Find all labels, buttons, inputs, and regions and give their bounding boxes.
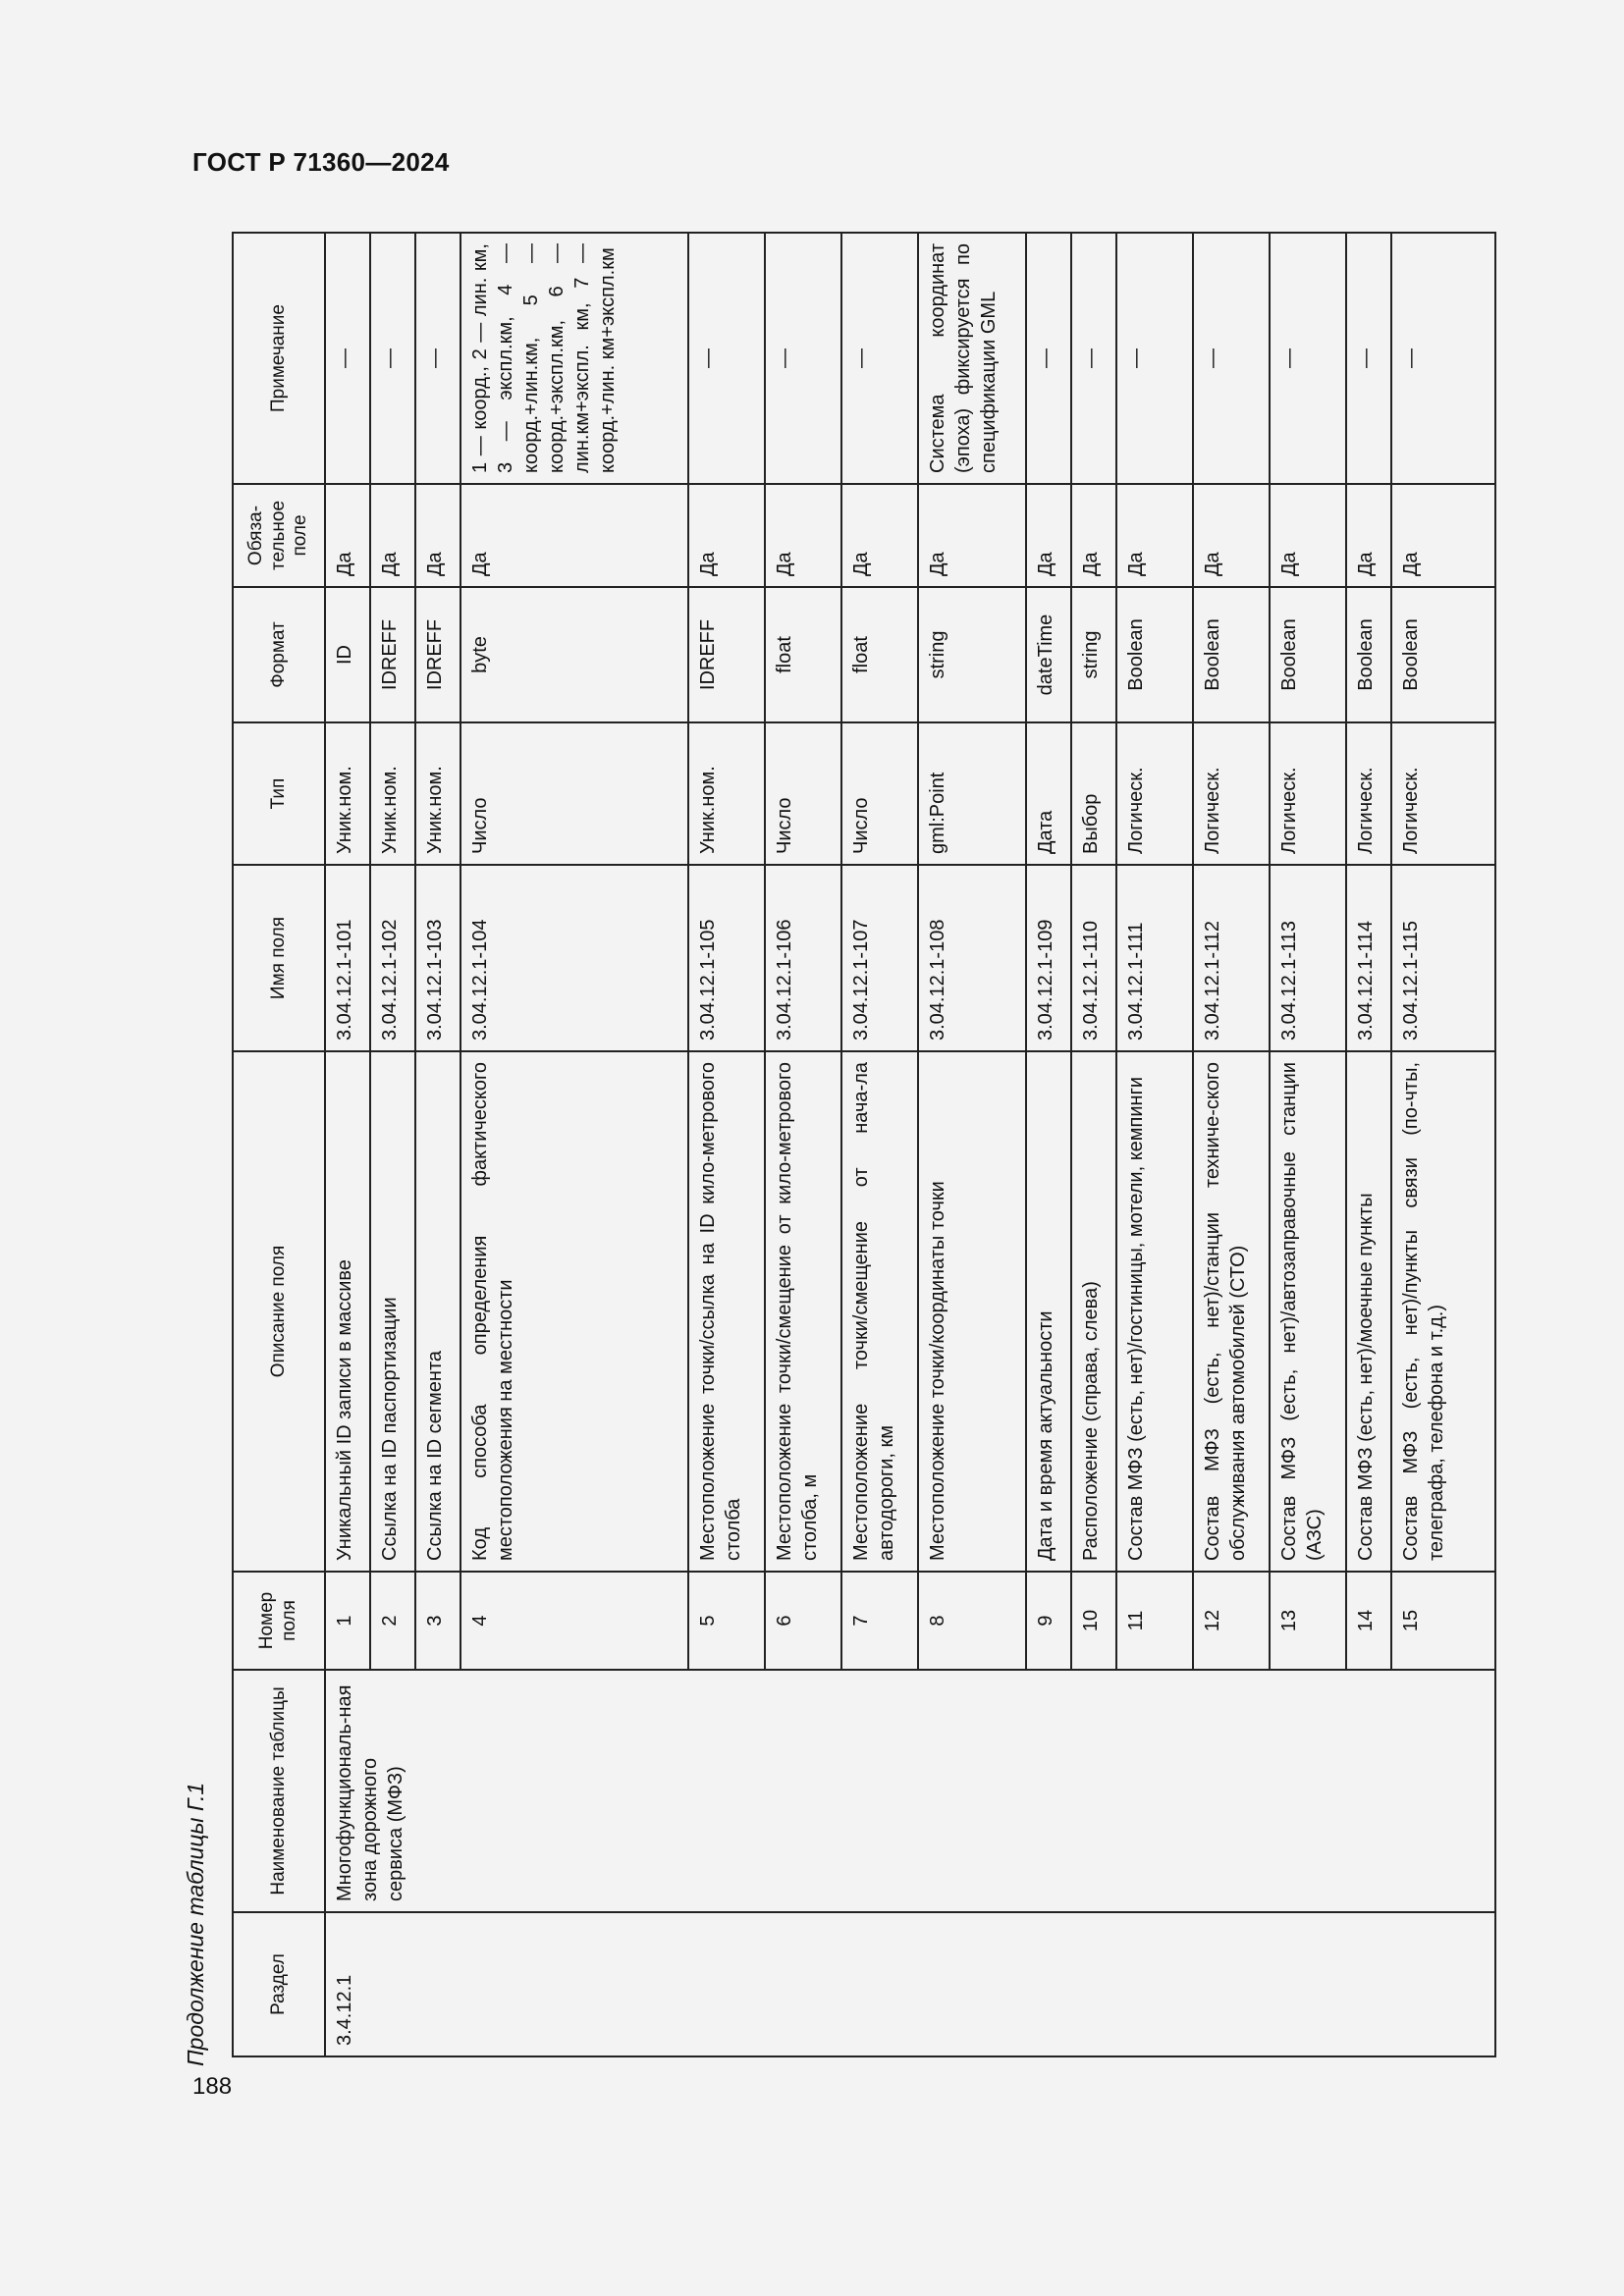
field-format: Boolean	[1270, 587, 1346, 722]
header-section: Раздел	[233, 1912, 325, 2056]
field-type: Число	[841, 722, 918, 865]
header-field-name: Имя поля	[233, 865, 325, 1051]
field-number: 6	[765, 1572, 841, 1670]
field-format: string	[1071, 587, 1116, 722]
field-format: Boolean	[1193, 587, 1270, 722]
field-required: Да	[688, 484, 765, 587]
field-type: Уник.ном.	[688, 722, 765, 865]
field-name: 3.04.12.1-114	[1346, 865, 1391, 1051]
header-table-name: Наименование таблицы	[233, 1670, 325, 1912]
field-number: 1	[325, 1572, 370, 1670]
field-name: 3.04.12.1-111	[1116, 865, 1193, 1051]
field-required: Да	[325, 484, 370, 587]
field-description: Состав МФЗ (есть, нет)/станции техниче-ского обслуживания автомобилей (СТО)	[1193, 1051, 1270, 1572]
field-type: Логическ.	[1270, 722, 1346, 865]
header-required: Обяза-тельное поле	[233, 484, 325, 587]
header-format: Формат	[233, 587, 325, 722]
field-required: Да	[918, 484, 1026, 587]
field-description: Местоположение точки/смещение от нача-ла автодороги, км	[841, 1051, 918, 1572]
document-code: ГОСТ Р 71360—2024	[192, 147, 450, 177]
table-row	[325, 233, 370, 2056]
field-name: 3.04.12.1-110	[1071, 865, 1116, 1051]
field-required: Да	[841, 484, 918, 587]
field-note: —	[1193, 233, 1270, 484]
field-required: Да	[765, 484, 841, 587]
field-name: 3.04.12.1-112	[1193, 865, 1270, 1051]
field-description: Ссылка на ID паспортизации	[370, 1051, 415, 1572]
field-description: Расположение (справа, слева)	[1071, 1051, 1116, 1572]
field-type: Число	[765, 722, 841, 865]
field-name: 3.04.12.1-109	[1026, 865, 1071, 1051]
field-number: 3	[415, 1572, 460, 1670]
field-number: 10	[1071, 1572, 1116, 1670]
field-type: Уник.ном.	[325, 722, 370, 865]
field-number: 14	[1346, 1572, 1391, 1670]
field-required: Да	[415, 484, 460, 587]
field-number: 8	[918, 1572, 1026, 1670]
field-format: float	[765, 587, 841, 722]
field-type: gml:Point	[918, 722, 1026, 865]
field-format: IDREFF	[415, 587, 460, 722]
field-name: 3.04.12.1-113	[1270, 865, 1346, 1051]
section-cell: 3.4.12.1	[325, 1912, 1495, 2056]
field-number: 4	[460, 1572, 688, 1670]
field-note: Система координат (эпоха) фиксируется по спецификации GML	[918, 233, 1026, 484]
field-note: —	[1391, 233, 1495, 484]
field-required: Да	[1346, 484, 1391, 587]
field-note: —	[841, 233, 918, 484]
field-number: 7	[841, 1572, 918, 1670]
header-field-number: Номер поля	[233, 1572, 325, 1670]
field-description: Состав МФЗ (есть, нет)/автозаправочные станции (АЗС)	[1270, 1051, 1346, 1572]
table-caption: Продолжение таблицы Г.1	[183, 1782, 208, 2066]
field-note: —	[370, 233, 415, 484]
field-number: 5	[688, 1572, 765, 1670]
field-format: float	[841, 587, 918, 722]
field-name: 3.04.12.1-108	[918, 865, 1026, 1051]
field-note: —	[1270, 233, 1346, 484]
field-name: 3.04.12.1-101	[325, 865, 370, 1051]
field-note: —	[1026, 233, 1071, 484]
field-description: Ссылка на ID сегмента	[415, 1051, 460, 1572]
field-number: 15	[1391, 1572, 1495, 1670]
field-description: Местоположение точки/координаты точки	[918, 1051, 1026, 1572]
field-format: IDREFF	[370, 587, 415, 722]
field-type: Выбор	[1071, 722, 1116, 865]
field-description: Состав МФЗ (есть, нет)/пункты связи (по-чты, телеграфа, телефона и т.д.)	[1391, 1051, 1495, 1572]
header-field-description: Описание поля	[233, 1051, 325, 1572]
field-required: Да	[1026, 484, 1071, 587]
field-description: Уникальный ID записи в массиве	[325, 1051, 370, 1572]
field-required: Да	[460, 484, 688, 587]
field-note: —	[415, 233, 460, 484]
field-format: Boolean	[1391, 587, 1495, 722]
field-description: Местоположение точки/смещение от кило-метрового столба, м	[765, 1051, 841, 1572]
field-format: Boolean	[1116, 587, 1193, 722]
field-type: Уник.ном.	[415, 722, 460, 865]
field-type: Логическ.	[1346, 722, 1391, 865]
field-required: Да	[1270, 484, 1346, 587]
field-format: IDREFF	[688, 587, 765, 722]
field-name: 3.04.12.1-105	[688, 865, 765, 1051]
field-note: —	[765, 233, 841, 484]
field-format: ID	[325, 587, 370, 722]
field-number: 2	[370, 1572, 415, 1670]
field-type: Число	[460, 722, 688, 865]
field-type: Логическ.	[1116, 722, 1193, 865]
field-description: Местоположение точки/ссылка на ID кило-метрового столба	[688, 1051, 765, 1572]
field-description: Состав МФЗ (есть, нет)/гостиницы, мотели, кемпинги	[1116, 1051, 1193, 1572]
field-number: 13	[1270, 1572, 1346, 1670]
field-number: 9	[1026, 1572, 1071, 1670]
field-required: Да	[1391, 484, 1495, 587]
field-required: Да	[1116, 484, 1193, 587]
field-note: —	[325, 233, 370, 484]
field-note: —	[688, 233, 765, 484]
header-type: Тип	[233, 722, 325, 865]
field-description: Состав МФЗ (есть, нет)/моечные пункты	[1346, 1051, 1391, 1572]
field-description: Дата и время актуальности	[1026, 1051, 1071, 1572]
field-name: 3.04.12.1-115	[1391, 865, 1495, 1051]
field-note: —	[1071, 233, 1116, 484]
table-name-cell: Многофункциональ-ная зона дорожного сервиса (МФЗ)	[325, 1670, 1495, 1912]
field-type: Логическ.	[1391, 722, 1495, 865]
field-required: Да	[1071, 484, 1116, 587]
field-name: 3.04.12.1-107	[841, 865, 918, 1051]
field-number: 12	[1193, 1572, 1270, 1670]
field-note: 1 — коорд., 2 — лин. км, 3 — экспл.км, 4 — коорд.+лин.км, 5 — коорд.+экспл.км, 6 — лин.км+экспл. км, 7 — коорд.+лин. км+экспл.км	[460, 233, 688, 484]
field-type: Логическ.	[1193, 722, 1270, 865]
field-required: Да	[1193, 484, 1270, 587]
field-name: 3.04.12.1-103	[415, 865, 460, 1051]
field-name: 3.04.12.1-106	[765, 865, 841, 1051]
field-required: Да	[370, 484, 415, 587]
field-format: string	[918, 587, 1026, 722]
field-name: 3.04.12.1-104	[460, 865, 688, 1051]
field-type: Дата	[1026, 722, 1071, 865]
field-format: Boolean	[1346, 587, 1391, 722]
field-name: 3.04.12.1-102	[370, 865, 415, 1051]
field-note: —	[1346, 233, 1391, 484]
header-note: Примечание	[233, 233, 325, 484]
field-type: Уник.ном.	[370, 722, 415, 865]
fields-table	[232, 232, 1496, 2057]
field-number: 11	[1116, 1572, 1193, 1670]
field-description: Код способа определения фактического местоположения на местности	[460, 1051, 688, 1572]
rotated-table-container	[232, 234, 1496, 2057]
field-format: dateTime	[1026, 587, 1071, 722]
page-number: 188	[192, 2073, 233, 2100]
field-note: —	[1116, 233, 1193, 484]
table-header-row	[233, 233, 325, 2056]
field-format: byte	[460, 587, 688, 722]
